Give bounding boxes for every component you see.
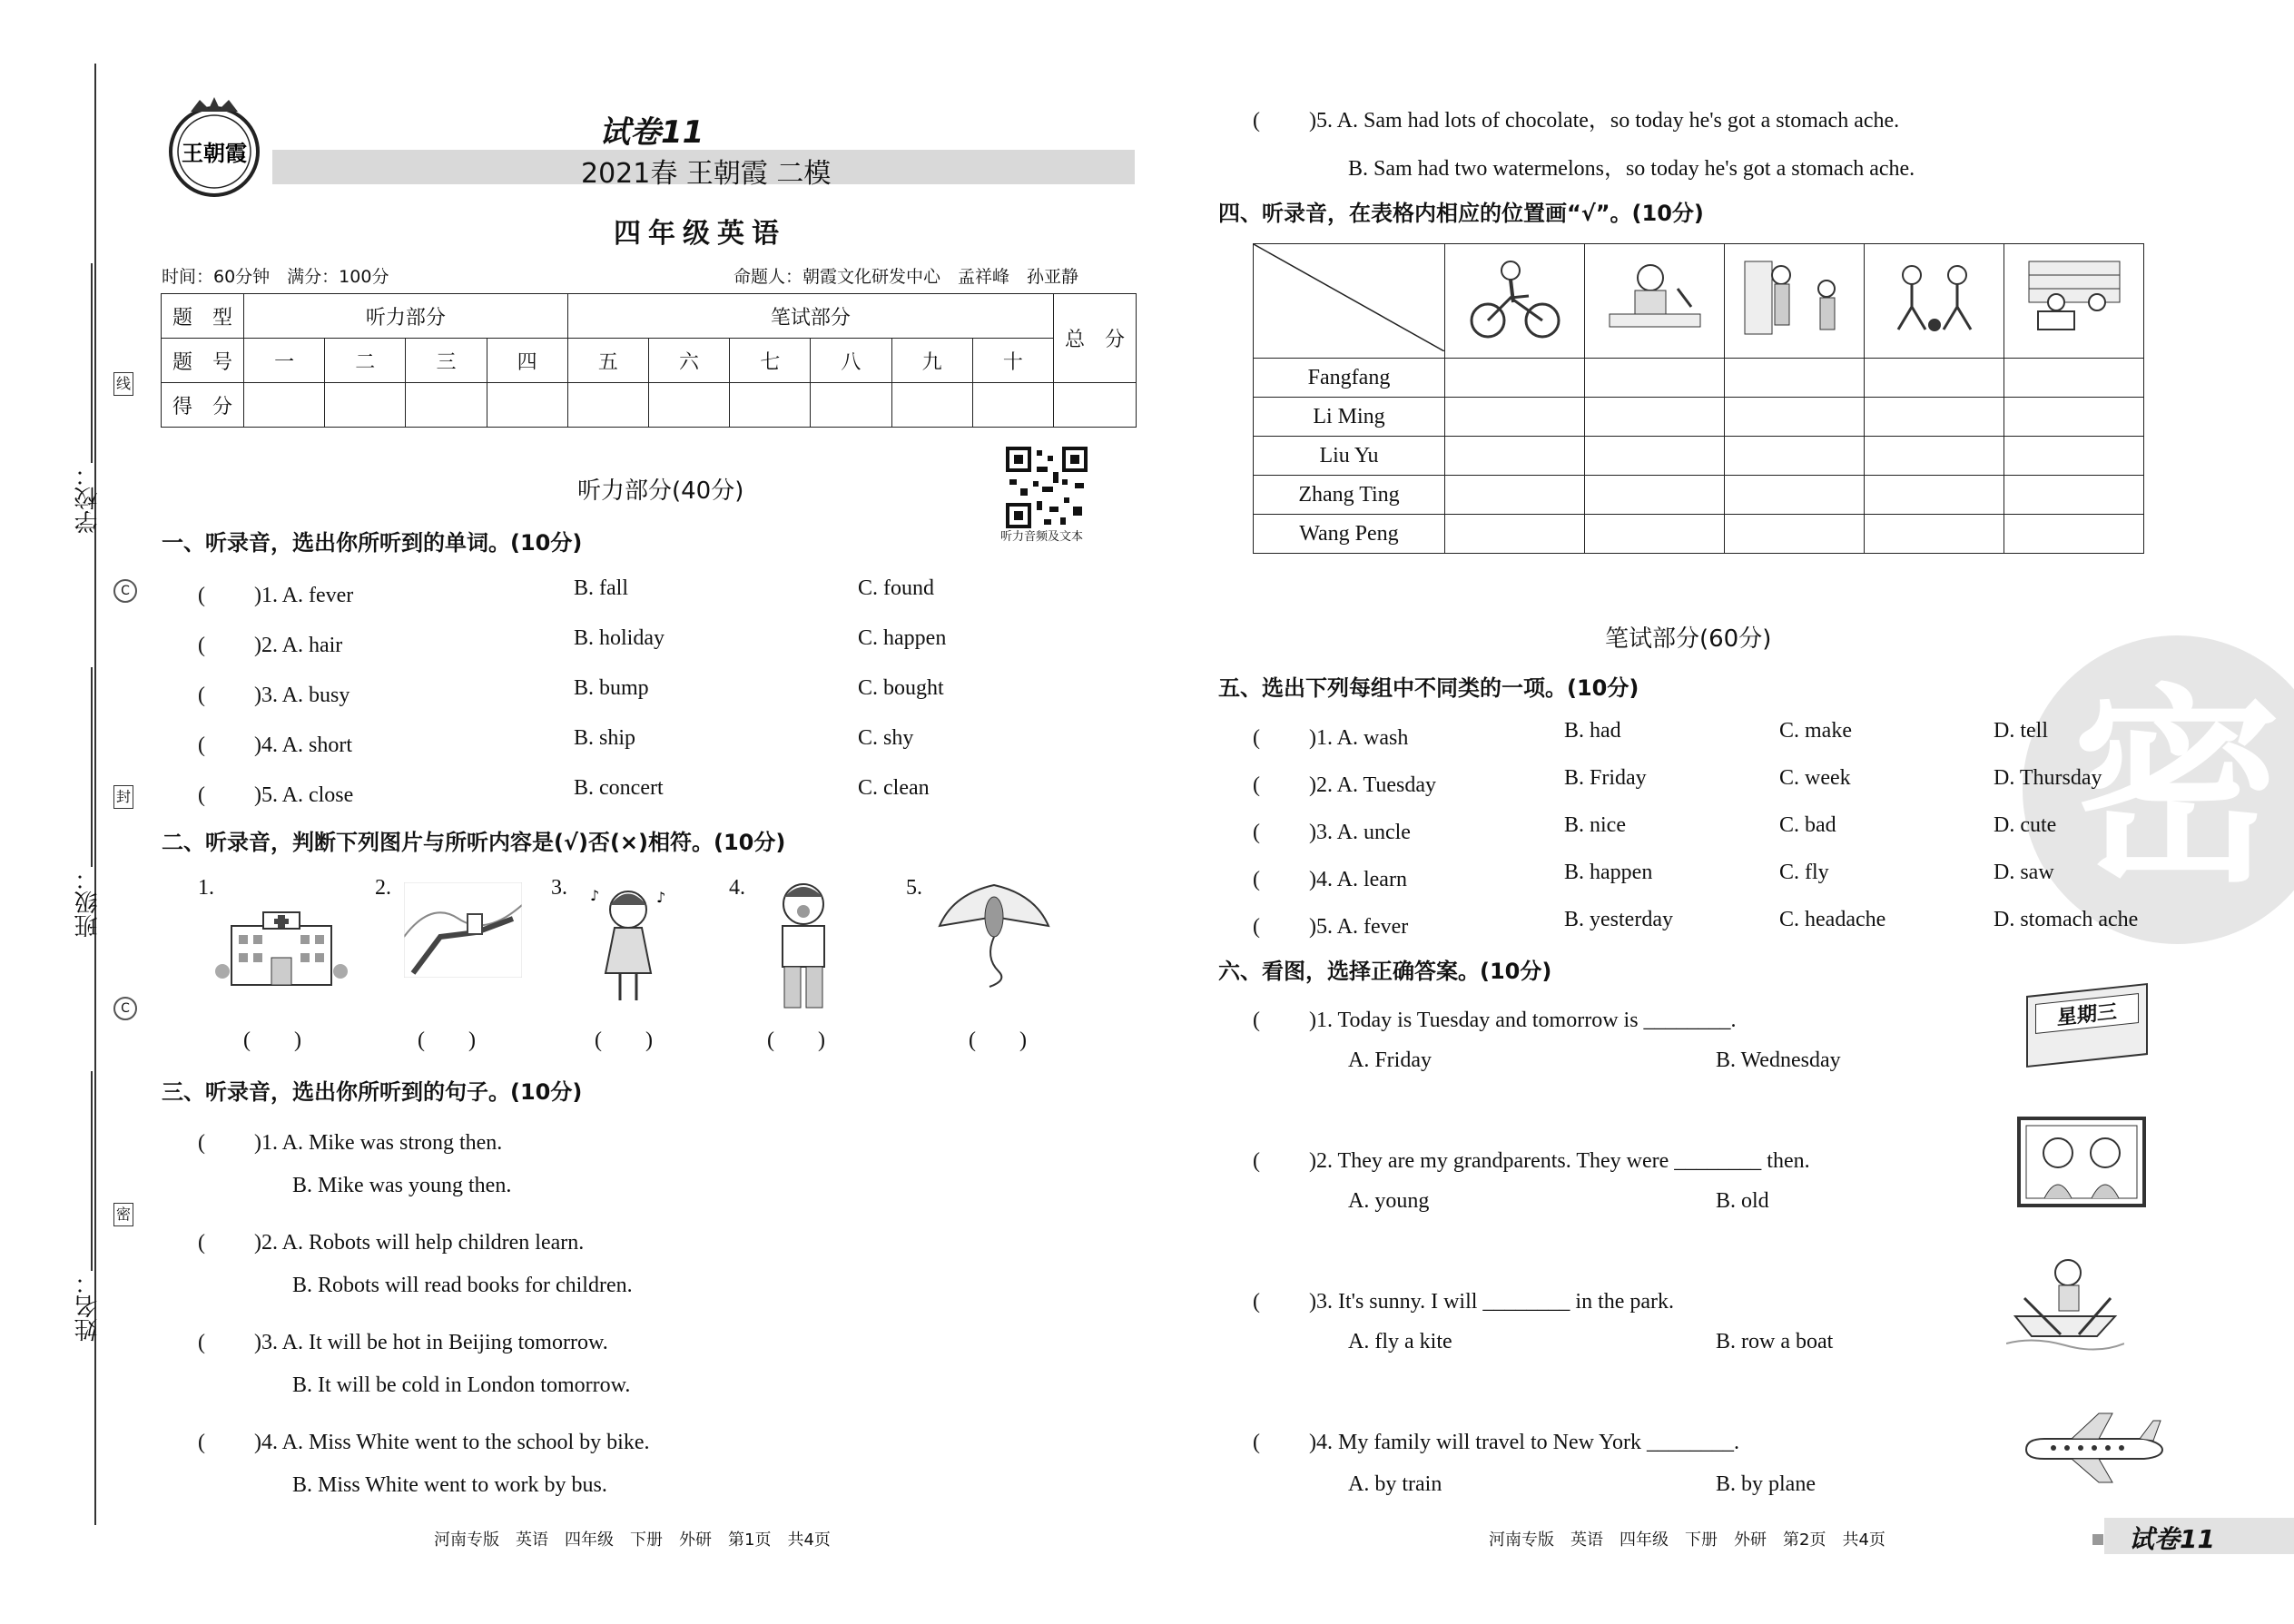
hospital-icon — [213, 908, 350, 989]
list-item: C. happen — [858, 626, 947, 650]
exam-number: 试卷11 — [599, 114, 704, 151]
score-num: 七 — [730, 339, 811, 383]
tick-cell[interactable] — [1865, 359, 2004, 398]
writing-title: 笔试部分(60分) — [1605, 625, 1772, 653]
calendar-icon — [2026, 983, 2148, 1068]
list-item[interactable]: ( )2. A. Robots will help children learn. — [198, 1231, 585, 1255]
score-row-number-label: 题 号 — [162, 339, 244, 383]
student-name: Liu Yu — [1254, 437, 1445, 476]
answer-blank[interactable]: ( ) — [595, 1029, 653, 1052]
school-label: 学校： — [74, 463, 102, 534]
list-item[interactable]: ( )4. My family will travel to New York ________. — [1253, 1431, 1739, 1454]
list-item: B. concert — [574, 776, 664, 800]
list-item: B. ship — [574, 726, 636, 750]
svg-text:♪: ♪ — [656, 889, 666, 906]
score-cell[interactable] — [487, 383, 567, 428]
class-blank — [91, 667, 93, 867]
list-item: C. make — [1779, 719, 1852, 743]
qr-caption: 听力音频及文本 — [1000, 530, 1084, 544]
tick-cell[interactable] — [1445, 359, 1585, 398]
part5-title: 五、选出下列每组中不同类的一项。(10分) — [1218, 675, 1639, 701]
tick-table — [1253, 243, 2144, 554]
tick-cell[interactable] — [2004, 515, 2144, 554]
tick-cell[interactable] — [1585, 476, 1725, 515]
score-cell[interactable] — [730, 383, 811, 428]
exam-subtitle: 2021春 王朝霞 二模 — [581, 158, 832, 190]
score-cell[interactable] — [972, 383, 1053, 428]
tick-cell[interactable] — [2004, 359, 2144, 398]
list-item: A. fly a kite — [1348, 1330, 1452, 1353]
answer-blank[interactable]: ( ) — [418, 1029, 476, 1052]
list-item: C. found — [858, 576, 934, 600]
list-item[interactable]: ( )1. A. fever — [198, 584, 354, 607]
answer-blank[interactable]: ( ) — [969, 1029, 1027, 1052]
activity-header — [1865, 244, 2004, 359]
answer-blank[interactable]: ( ) — [243, 1029, 301, 1052]
binding-mark-xian: 线 — [113, 372, 133, 396]
logo-text: 王朝霞 — [182, 141, 247, 166]
list-item: A. Friday — [1348, 1048, 1432, 1072]
authors: 命题人：朝霞文化研发中心 孟祥峰 孙亚静 — [733, 267, 1079, 287]
tick-cell[interactable] — [1585, 515, 1725, 554]
list-item[interactable]: ( )1. A. wash — [1253, 726, 1409, 750]
greeting-icon — [1740, 252, 1849, 343]
score-num: 六 — [648, 339, 729, 383]
footer-right: 河南专版 英语 四年级 下册 外研 第2页 共4页 — [1489, 1530, 1885, 1550]
calendar-text: 星期三 — [2035, 993, 2139, 1034]
score-num: 二 — [325, 339, 406, 383]
part2-title: 二、听录音，判断下列图片与所听内容是(√)否(×)相符。(10分) — [162, 830, 786, 855]
score-cell[interactable] — [325, 383, 406, 428]
list-item: B. nice — [1564, 813, 1626, 837]
list-item: C. bought — [858, 676, 944, 700]
riding-bike-icon — [1461, 252, 1570, 343]
class-label: 班级： — [74, 867, 102, 938]
score-row-score-label: 得 分 — [162, 383, 244, 428]
watermark-seal: 密 — [2023, 635, 2294, 944]
name-blank — [91, 1071, 93, 1271]
girl-singing-icon — [586, 882, 672, 1009]
picture-number: 2. — [375, 876, 391, 900]
name-label: 姓名： — [74, 1271, 102, 1342]
list-item[interactable]: ( )3. A. uncle — [1253, 821, 1411, 844]
list-item: B. row a boat — [1716, 1330, 1834, 1353]
listening-title: 听力部分(40分) — [577, 477, 744, 505]
tick-cell[interactable] — [1725, 476, 1865, 515]
binding-mark-feng: 封 — [113, 785, 133, 809]
drawing-icon — [1600, 252, 1709, 343]
tick-cell[interactable] — [1865, 437, 2004, 476]
score-row-type-label: 题 型 — [162, 294, 244, 339]
table-corner — [1254, 244, 1445, 359]
list-item: B. Sam had two watermelons，so today he's got a stomach ache. — [1348, 157, 1915, 181]
list-item: B. happen — [1564, 861, 1653, 884]
airplane-icon — [2017, 1412, 2167, 1484]
list-item: B. Friday — [1564, 766, 1647, 790]
tick-cell[interactable] — [1585, 359, 1725, 398]
footer-left: 河南专版 英语 四年级 下册 外研 第1页 共4页 — [434, 1530, 831, 1550]
tick-cell[interactable] — [2004, 437, 2144, 476]
part3-title: 三、听录音，选出你所听到的句子。(10分) — [162, 1079, 583, 1105]
activity-header — [1585, 244, 1725, 359]
list-item[interactable]: ( )3. A. It will be hot in Beijing tomorrow. — [198, 1331, 608, 1354]
square-icon — [2092, 1534, 2103, 1545]
list-item[interactable]: ( )1. A. Mike was strong then. — [198, 1131, 503, 1155]
tick-cell[interactable] — [1725, 398, 1865, 437]
list-item[interactable]: ( )2. A. Tuesday — [1253, 773, 1437, 797]
score-cell[interactable] — [244, 383, 325, 428]
list-item: B. old — [1716, 1189, 1769, 1213]
logo-crest-icon — [154, 95, 281, 204]
picture-number: 4. — [729, 876, 745, 900]
list-item: C. bad — [1779, 813, 1836, 837]
activity-header — [2004, 244, 2144, 359]
list-item: D. cute — [1994, 813, 2057, 837]
score-cell[interactable] — [891, 383, 972, 428]
score-cell[interactable] — [811, 383, 891, 428]
part6-title: 六、看图，选择正确答案。(10分) — [1218, 959, 1552, 984]
score-listening-header: 听力部分 — [244, 294, 568, 339]
list-item[interactable]: ( )5. A. close — [198, 783, 354, 807]
answer-blank[interactable]: ( ) — [767, 1029, 825, 1052]
list-item[interactable]: ( )4. A. learn — [1253, 868, 1407, 891]
score-cell[interactable] — [406, 383, 487, 428]
list-item: B. Mike was young then. — [292, 1174, 512, 1197]
list-item: B. yesterday — [1564, 908, 1673, 931]
list-item[interactable]: ( )4. A. Miss White went to the school by bike. — [198, 1431, 650, 1454]
list-item: D. tell — [1994, 719, 2048, 743]
list-item: D. saw — [1994, 861, 2054, 884]
score-num: 十 — [972, 339, 1053, 383]
list-item: B. It will be cold in London tomorrow. — [292, 1373, 631, 1397]
tick-cell[interactable] — [1725, 515, 1865, 554]
score-cell[interactable] — [567, 383, 648, 428]
tick-cell[interactable] — [1865, 476, 2004, 515]
list-item: B. fall — [574, 576, 628, 600]
student-name: Fangfang — [1254, 359, 1445, 398]
great-wall-icon — [404, 882, 522, 978]
rowing-boat-icon — [2006, 1253, 2124, 1357]
tick-cell[interactable] — [1445, 515, 1585, 554]
list-item: C. clean — [858, 776, 930, 800]
list-item: B. had — [1564, 719, 1621, 743]
list-item[interactable]: ( )2. A. hair — [198, 634, 343, 657]
footer-tag: 试卷11 — [2129, 1524, 2215, 1554]
diagonal-icon — [1254, 244, 1444, 351]
list-item[interactable]: ( )2. They are my grandparents. They were ________ then. — [1253, 1149, 1810, 1173]
part4-title: 四、听录音，在表格内相应的位置画“√”。(10分) — [1218, 201, 1704, 226]
binding-hole-icon: C — [113, 997, 137, 1020]
list-item[interactable]: ( )3. It's sunny. I will ________ in the park. — [1253, 1290, 1675, 1314]
shopping-icon — [2020, 252, 2129, 343]
tick-cell[interactable] — [1725, 437, 1865, 476]
list-item: C. shy — [858, 726, 914, 750]
picture-number: 1. — [198, 876, 214, 900]
binding-mark-mi: 密 — [113, 1203, 133, 1226]
playing-football-icon — [1880, 252, 1989, 343]
score-num: 一 — [244, 339, 325, 383]
page-title: 四年级英语 — [614, 218, 786, 250]
list-item: B. by plane — [1716, 1472, 1816, 1496]
student-name: Li Ming — [1254, 398, 1445, 437]
score-num: 九 — [891, 339, 972, 383]
tick-cell[interactable] — [1585, 437, 1725, 476]
list-item: C. week — [1779, 766, 1851, 790]
student-name: Zhang Ting — [1254, 476, 1445, 515]
list-item: B. bump — [574, 676, 649, 700]
activity-header — [1445, 244, 1585, 359]
tick-cell[interactable] — [1585, 398, 1725, 437]
picture-number: 5. — [906, 876, 922, 900]
score-num: 三 — [406, 339, 487, 383]
list-item[interactable]: ( )4. A. short — [198, 733, 352, 757]
list-item: B. Miss White went to work by bus. — [292, 1473, 607, 1497]
list-item[interactable]: ( )5. A. fever — [1253, 915, 1409, 939]
qr-code-icon[interactable] — [1006, 447, 1088, 528]
kite-icon — [935, 876, 1053, 989]
list-item: C. fly — [1779, 861, 1829, 884]
list-item: B. Wednesday — [1716, 1048, 1841, 1072]
tick-cell[interactable] — [2004, 398, 2144, 437]
score-num: 五 — [567, 339, 648, 383]
student-name: Wang Peng — [1254, 515, 1445, 554]
tick-cell[interactable] — [1445, 437, 1585, 476]
tick-cell[interactable] — [1865, 398, 2004, 437]
list-item: B. holiday — [574, 626, 665, 650]
score-num: 四 — [487, 339, 567, 383]
time-score: 时间：60分钟 满分：100分 — [162, 267, 389, 287]
grandparents-photo-icon — [2017, 1117, 2146, 1207]
tick-cell[interactable] — [1445, 398, 1585, 437]
list-item[interactable]: ( )1. Today is Tuesday and tomorrow is ________. — [1253, 1009, 1737, 1032]
tick-cell[interactable] — [1865, 515, 2004, 554]
list-item: D. Thursday — [1994, 766, 2102, 790]
tick-cell[interactable] — [2004, 476, 2144, 515]
list-item[interactable]: ( )5. A. Sam had lots of chocolate，so today he's got a stomach ache. — [1253, 109, 1900, 133]
list-item: B. Robots will read books for children. — [292, 1274, 633, 1297]
score-cell[interactable] — [648, 383, 729, 428]
picture-number: 3. — [551, 876, 567, 900]
binding-hole-icon: C — [113, 579, 137, 603]
score-total-header: 总 分 — [1054, 294, 1137, 383]
svg-text:♪: ♪ — [590, 887, 600, 904]
score-num: 八 — [811, 339, 891, 383]
list-item: C. headache — [1779, 908, 1886, 931]
list-item: A. young — [1348, 1189, 1430, 1213]
boy-cold-icon — [763, 879, 844, 1015]
list-item: D. stomach ache — [1994, 908, 2139, 931]
tick-cell[interactable] — [1725, 359, 1865, 398]
activity-header — [1725, 244, 1865, 359]
list-item: A. by train — [1348, 1472, 1442, 1496]
list-item[interactable]: ( )3. A. busy — [198, 684, 350, 707]
part1-title: 一、听录音，选出你所听到的单词。(10分) — [162, 530, 583, 556]
tick-cell[interactable] — [1445, 476, 1585, 515]
score-table — [161, 293, 1137, 428]
school-blank — [91, 263, 93, 463]
score-writing-header: 笔试部分 — [567, 294, 1053, 339]
score-cell[interactable] — [1054, 383, 1137, 428]
